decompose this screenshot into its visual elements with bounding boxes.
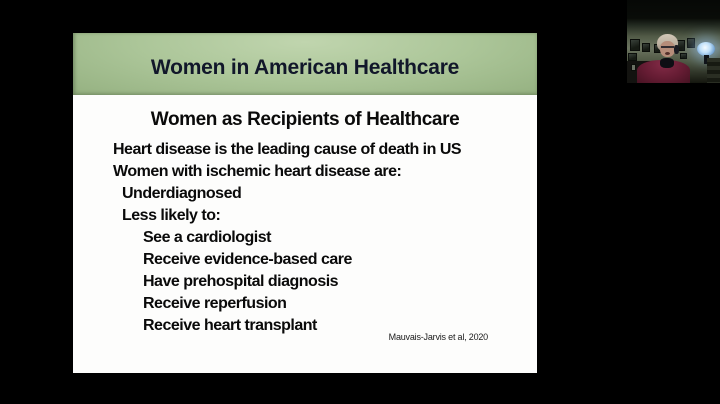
slide-line: Underdiagnosed [122, 185, 242, 202]
wall-frame [687, 38, 695, 48]
slide-citation: Mauvais-Jarvis et al, 2020 [388, 332, 488, 342]
slide-line: See a cardiologist [143, 229, 271, 246]
lamp [697, 42, 715, 56]
presentation-slide [73, 33, 537, 373]
bookshelf [707, 58, 720, 83]
webcam-video[interactable] [627, 0, 720, 83]
wall-frame [680, 53, 687, 59]
slide-line: Receive evidence-based care [143, 251, 352, 268]
presenter-headset [674, 45, 679, 54]
slide-banner [73, 33, 537, 95]
slide-line: Receive heart transplant [143, 317, 317, 334]
presenter-scarf [660, 58, 674, 68]
presenter-mouth [665, 52, 670, 55]
slide-body [73, 139, 537, 337]
slide-subtitle: Women as Recipients of Healthcare [150, 109, 460, 130]
presenter-glasses [661, 46, 674, 49]
photo-frame [631, 64, 636, 71]
slide-banner-title: Women in American Healthcare [150, 56, 460, 79]
slide-line: Receive reperfusion [143, 295, 287, 312]
slide-line: Women with ischemic heart disease are: [113, 163, 402, 180]
wall-frame [628, 53, 637, 61]
wall-frame [642, 43, 650, 52]
slide-line: Heart disease is the leading cause of death in US [113, 141, 462, 158]
slide-line: Less likely to: [122, 207, 221, 224]
wall-frame [630, 39, 640, 51]
slide-line: Have prehospital diagnosis [143, 273, 339, 290]
